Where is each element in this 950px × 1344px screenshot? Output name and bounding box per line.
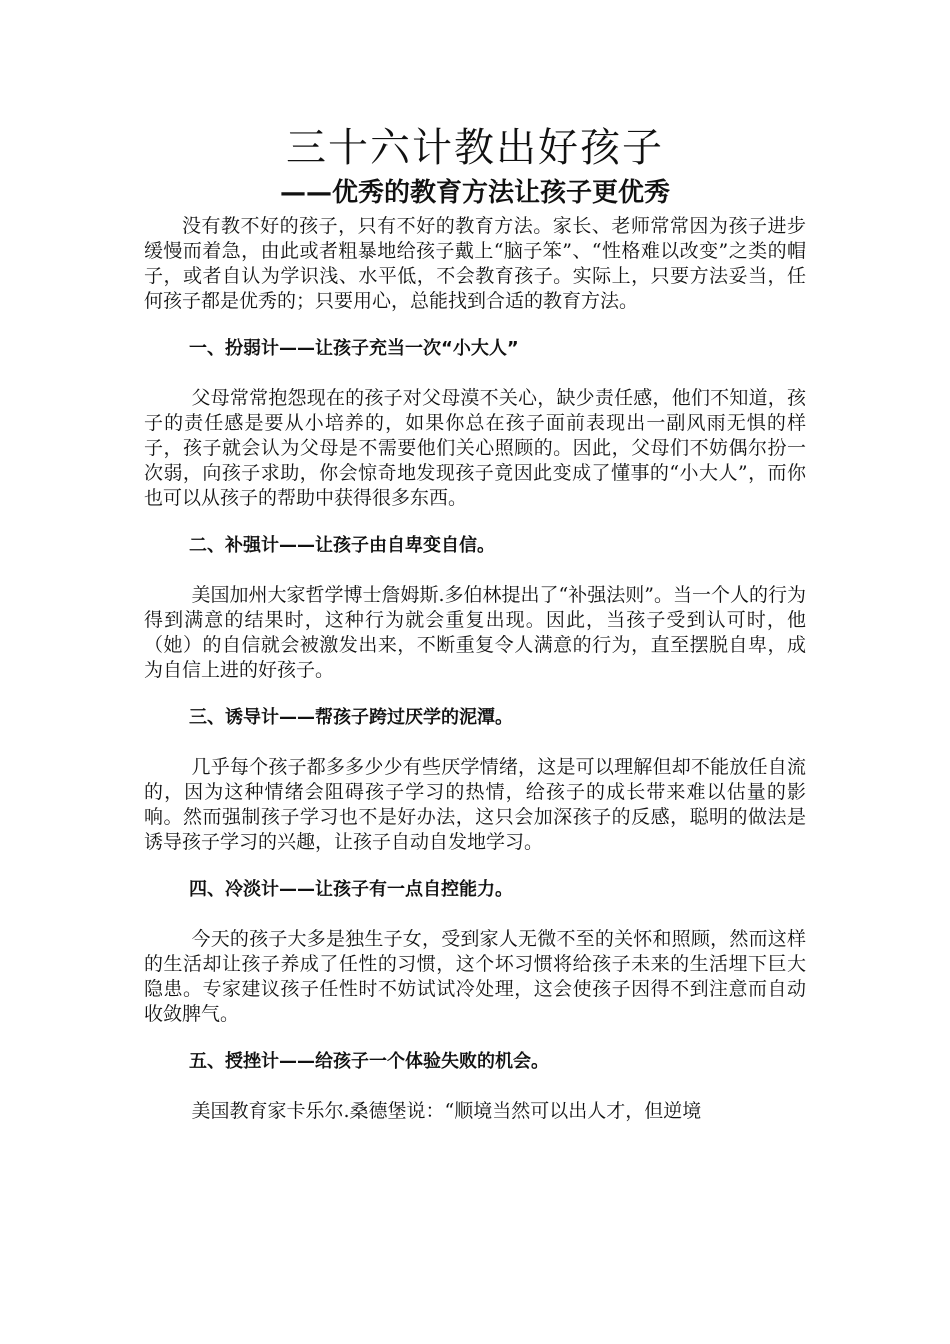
intro-paragraph: 没有教不好的孩子，只有不好的教育方法。家长、老师常常因为孩子进步缓慢而着急，由此或者粗暴地给孩子戴上“脑子笨”、“性格难以改变”之类的帽子，或者自认为学识浅、水平低，不会教育孩子。实际上，只要方法妥当，任何孩子都是优秀的；只要用心，总能找到合适的教育方法。 xyxy=(144,215,806,312)
section-body-3: 几乎每个孩子都多多少少有些厌学情绪，这是可以理解但却不能放任自流的，因为这种情绪会阻碍孩子学习的热情，给孩子的成长带来难以估量的影响。然而强制孩子学习也不是好办法，这只会加深孩子的反感，聪明的做法是诱导孩子学习的兴趣，让孩子自动自发地学习。 xyxy=(144,756,806,853)
section-body-5: 美国教育家卡乐尔.桑德堡说：“顺境当然可以出人才，但逆境 xyxy=(191,1100,702,1122)
section-heading-1: 一、扮弱计——让孩子充当一次“小大人” xyxy=(189,338,519,359)
document-page xyxy=(144,120,806,1124)
section-heading-4: 四、冷淡计——让孩子有一点自控能力。 xyxy=(189,879,513,900)
section-heading-5: 五、授挫计——给孩子一个体验失败的机会。 xyxy=(189,1051,549,1072)
section-body-4: 今天的孩子大多是独生子女，受到家人无微不至的关怀和照顾，然而这样的生活却让孩子养成了任性的习惯，这个坏习惯将给孩子未来的生活埋下巨大隐患。专家建议孩子任性时不妨试试冷处理，这会使孩子因得不到注意而自动收敛脾气。 xyxy=(144,928,806,1025)
section-body-2: 美国加州大家哲学博士詹姆斯.多伯林提出了“补强法则”。当一个人的行为得到满意的结果时，这种行为就会重复出现。因此，当孩子受到认可时，他（她）的自信就会被激发出来，不断重复令人满意的行为，直至摆脱自卑，成为自信上进的好孩子。 xyxy=(144,584,806,681)
section-body-1: 父母常常抱怨现在的孩子对父母漠不关心，缺少责任感，他们不知道，孩子的责任感是要从小培养的，如果你总在孩子面前表现出一副风雨无惧的样子，孩子就会认为父母是不需要他们关心照顾的。因此，父母们不妨偶尔扮一次弱，向孩子求助，你会惊奇地发现孩子竟因此变成了懂事的“小大人”，而你也可以从孩子的帮助中获得很多东西。 xyxy=(144,387,806,509)
document-title: 三十六计教出好孩子 xyxy=(286,125,664,171)
document-subtitle: ——优秀的教育方法让孩子更优秀 xyxy=(279,178,670,208)
section-heading-2: 二、补强计——让孩子由自卑变自信。 xyxy=(189,535,495,556)
section-heading-3: 三、诱导计——帮孩子跨过厌学的泥潭。 xyxy=(189,707,513,728)
